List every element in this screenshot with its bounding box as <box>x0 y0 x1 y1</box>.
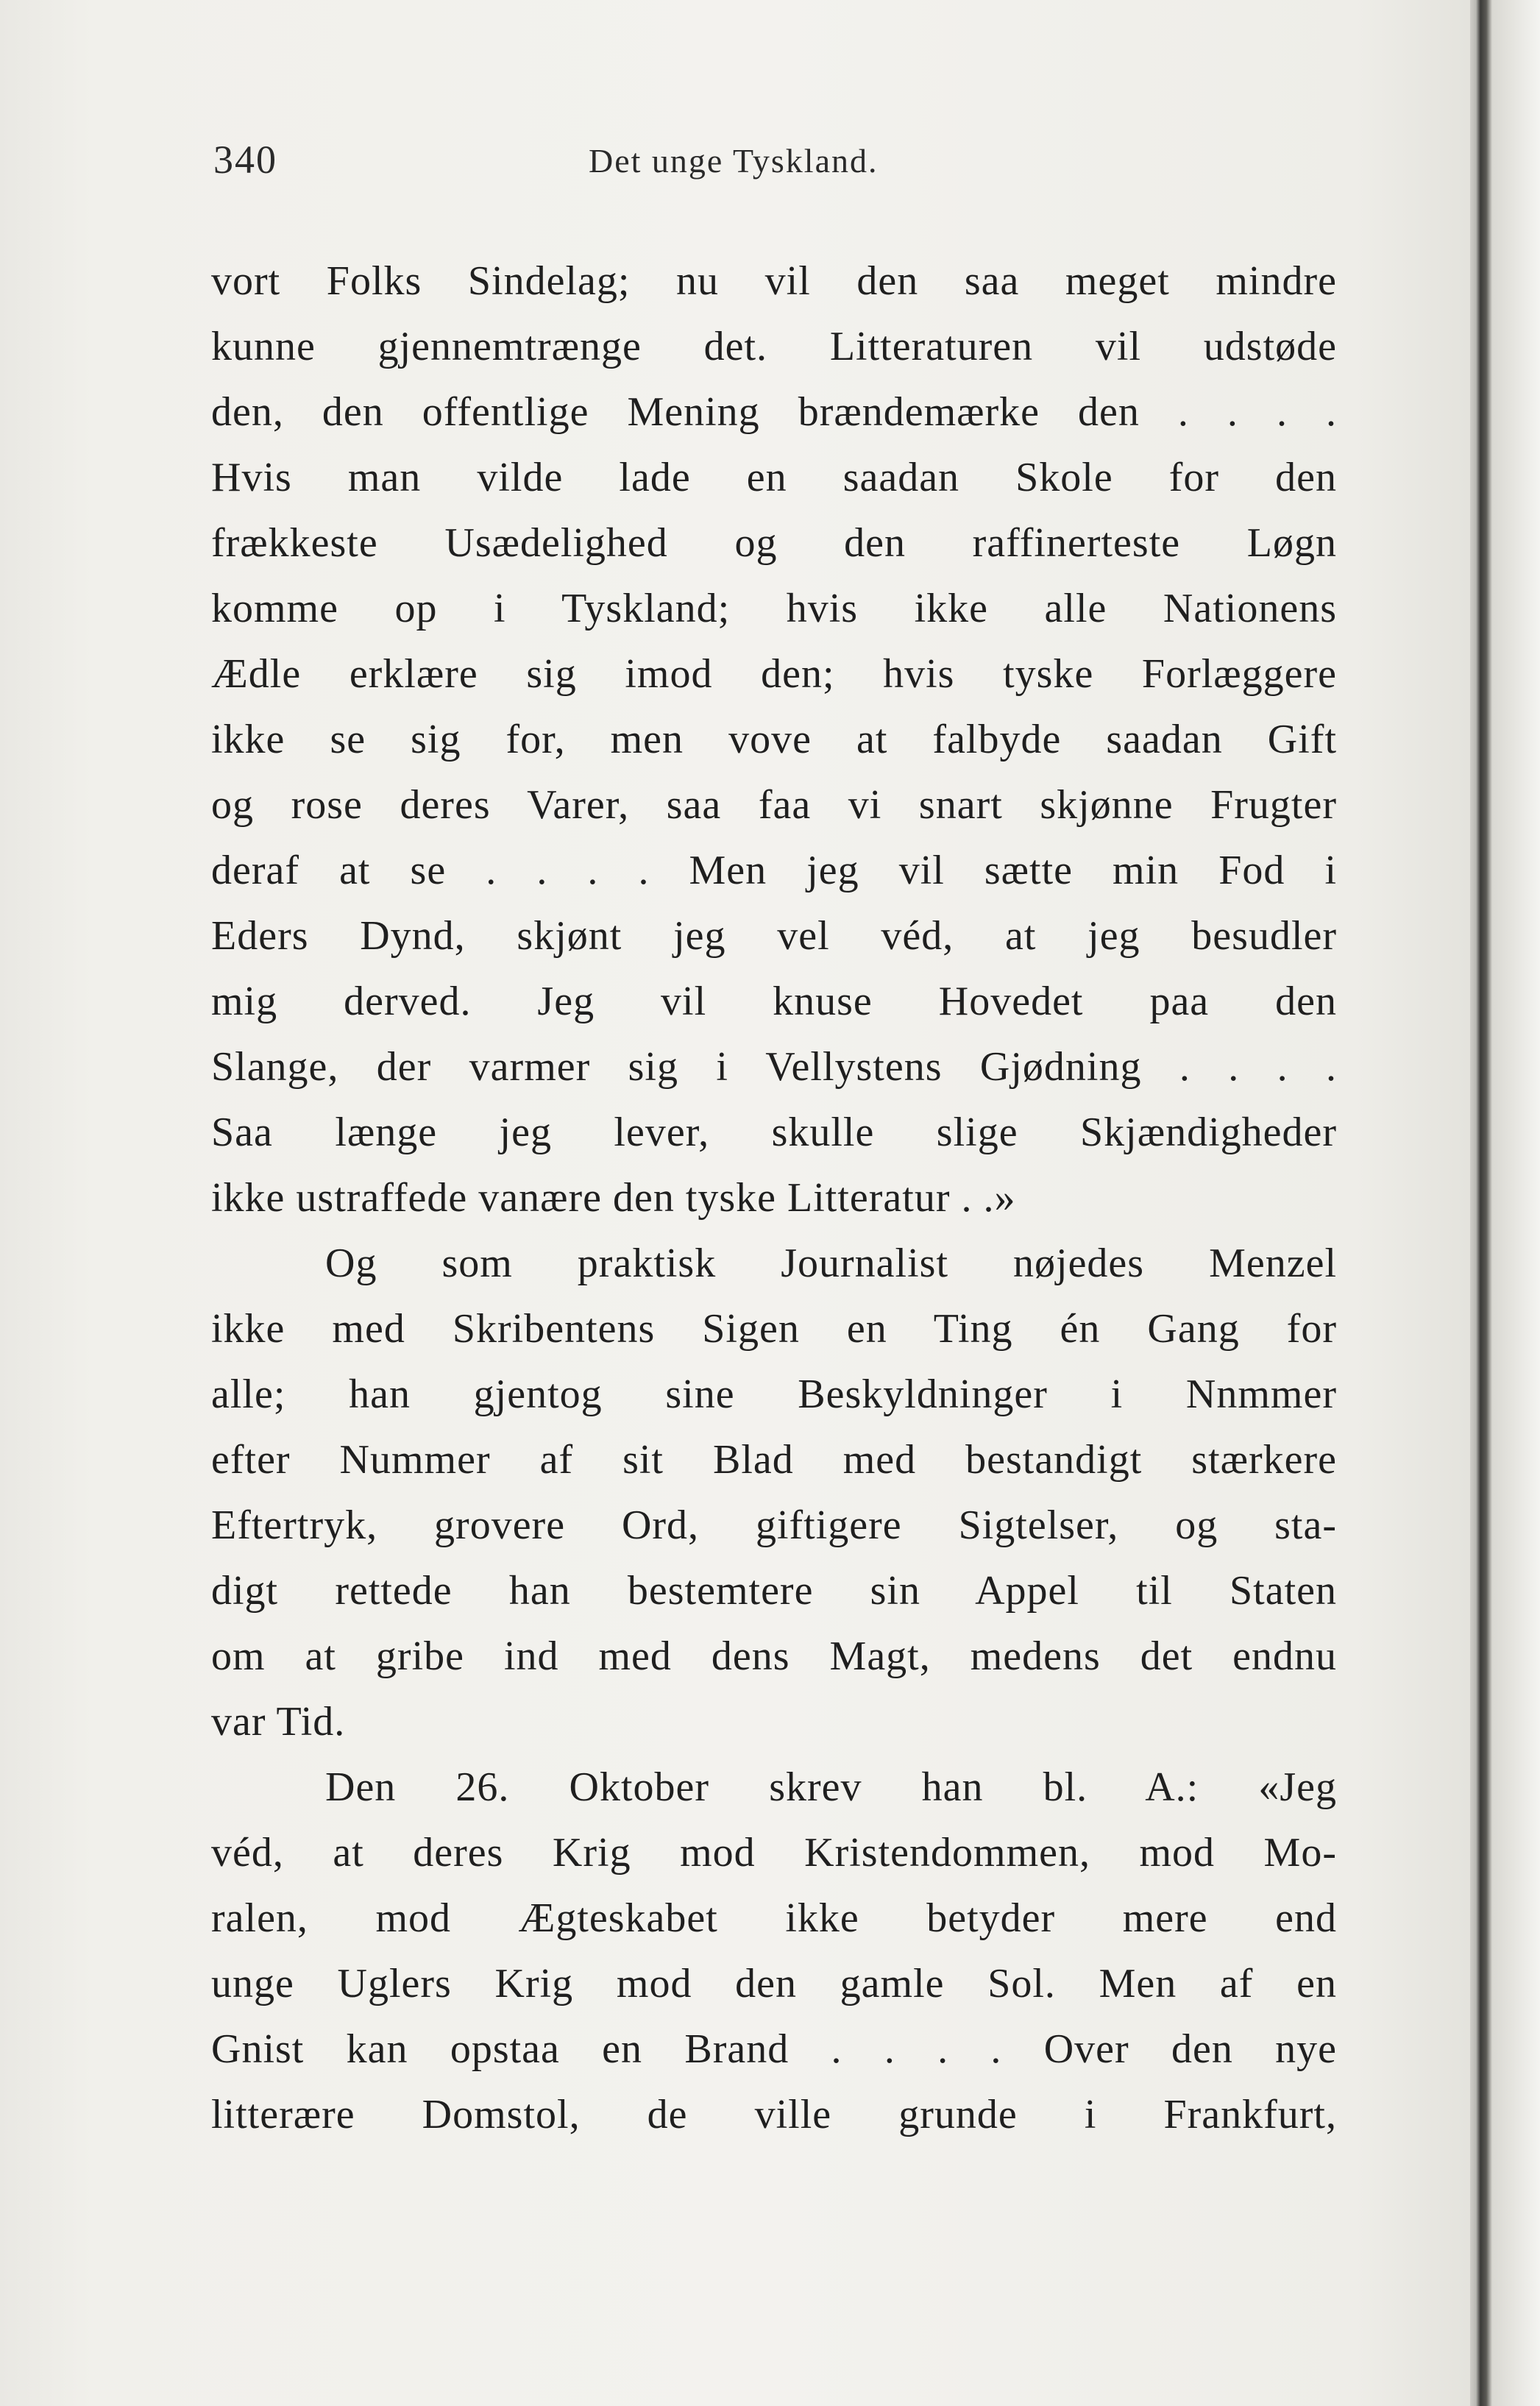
text-line: kunne gjennemtrænge det. Litteraturen vil udstøde <box>211 324 1337 369</box>
text-line: efter Nummer af sit Blad med bestandigt stærkere <box>211 1437 1337 1483</box>
text-line: Og som praktisk Journalist nøjedes Menzel <box>325 1241 1337 1286</box>
text-line: Ædle erklære sig imod den; hvis tyske Forlæggere <box>211 651 1337 697</box>
text-line: Slange, der varmer sig i Vellystens Gjødning . . . . <box>211 1044 1337 1090</box>
text-line: Gnist kan opstaa en Brand . . . . Over den nye <box>211 2026 1337 2072</box>
text-line: ikke ustraffede vanære den tyske Litteratur . .» <box>211 1175 1016 1221</box>
text-line: mig derved. Jeg vil knuse Hovedet paa den <box>211 979 1337 1024</box>
text-line: og rose deres Varer, saa faa vi snart skjønne Frugter <box>211 782 1337 828</box>
book-binding-edge <box>1470 0 1540 2406</box>
text-line: om at gribe ind med dens Magt, medens det endnu <box>211 1633 1337 1679</box>
text-line: Hvis man vilde lade en saadan Skole for den <box>211 455 1337 500</box>
text-line: frækkeste Usædelighed og den raffinerteste Løgn <box>211 520 1337 566</box>
text-line: ikke med Skribentens Sigen en Ting én Gang for <box>211 1306 1337 1352</box>
page-number: 340 <box>213 138 277 182</box>
text-line: ralen, mod Ægteskabet ikke betyder mere end <box>211 1895 1337 1941</box>
paragraph <box>211 1755 1337 2148</box>
paragraph <box>211 1231 1337 1755</box>
text-line: Saa længe jeg lever, skulle slige Skjændigheder <box>211 1110 1337 1155</box>
text-line: Eftertryk, grovere Ord, giftigere Sigtelser, og sta- <box>211 1502 1337 1548</box>
text-line: alle; han gjentog sine Beskyldninger i Nnmmer <box>211 1371 1337 1417</box>
body-text <box>211 249 1337 2148</box>
text-line: deraf at se . . . . Men jeg vil sætte min Fod i <box>211 848 1337 893</box>
text-line: den, den offentlige Mening brændemærke den . . . . <box>211 389 1337 435</box>
paragraph <box>211 249 1337 1231</box>
text-line: unge Uglers Krig mod den gamle Sol. Men af en <box>211 1961 1337 2006</box>
text-line: digt rettede han bestemtere sin Appel til Staten <box>211 1568 1337 1614</box>
text-line: komme op i Tyskland; hvis ikke alle Nationens <box>211 586 1337 631</box>
text-line: vort Folks Sindelag; nu vil den saa meget mindre <box>211 258 1337 304</box>
text-line: Eders Dynd, skjønt jeg vel véd, at jeg besudler <box>211 913 1337 959</box>
running-head <box>213 137 1339 196</box>
text-line: ikke se sig for, men vove at falbyde saadan Gift <box>211 717 1337 762</box>
text-line: litterære Domstol, de ville grunde i Frankfurt, <box>211 2092 1337 2137</box>
text-line: véd, at deres Krig mod Kristendommen, mod Mo- <box>211 1830 1337 1876</box>
text-line: var Tid. <box>211 1699 346 1745</box>
page-header-title: Det unge Tyskland. <box>589 142 879 180</box>
text-line: Den 26. Oktober skrev han bl. A.: «Jeg <box>325 1764 1337 1810</box>
